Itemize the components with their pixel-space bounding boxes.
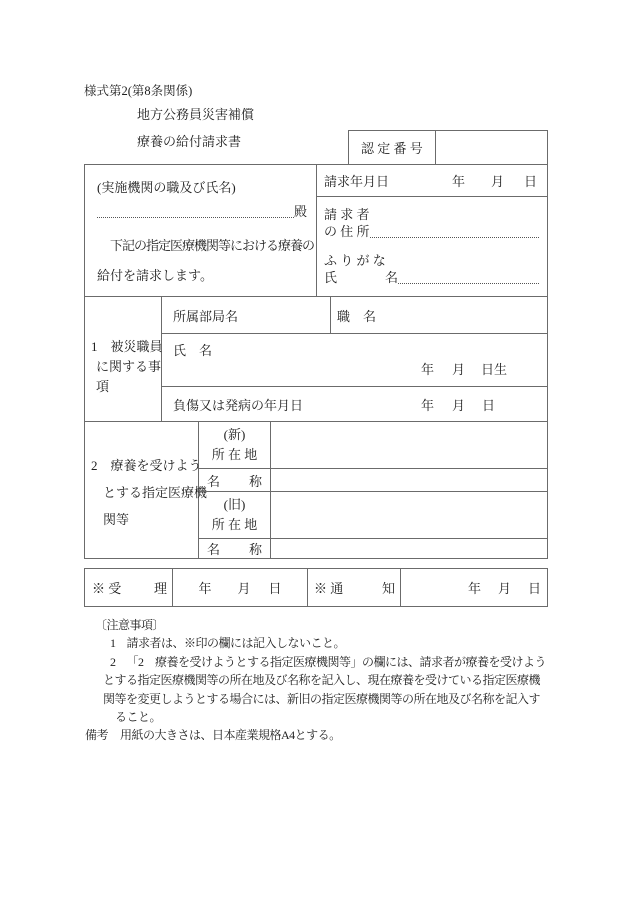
section1-label-line3: 項 xyxy=(96,379,110,394)
year-label: 年 xyxy=(467,581,481,596)
day-label: 日 xyxy=(268,581,282,596)
remark-text: 用紙の大きさは、日本産業規格A4とする。 xyxy=(120,728,341,743)
note-item-2-number: 2 xyxy=(110,654,116,669)
notice-date-cell xyxy=(401,569,547,606)
month-label: 月 xyxy=(451,362,465,377)
month-label: 月 xyxy=(490,174,504,189)
request-date-ymd xyxy=(452,171,537,190)
notice-label-left: ※ 通 xyxy=(314,581,344,596)
month-label: 月 xyxy=(451,397,465,413)
certification-number-label: 認 定 番 号 xyxy=(349,131,436,164)
claimant-address-dotted-line xyxy=(370,228,539,238)
position-cell: 職 名 xyxy=(337,308,377,324)
note-item-2-text-line3: 関等を変更しようとする場合には、新旧の指定医療機関等の所在地及び名称を記入す xyxy=(103,691,541,706)
note-item-2-text-line2: とする指定医療機関等の所在地及び名称を記入し、現在療養を受けている指定医療機 xyxy=(103,673,541,688)
section2-label-line3: 関等 xyxy=(103,512,130,527)
new-address-label-cell xyxy=(199,422,270,469)
claim-table xyxy=(84,164,548,559)
section1-fields xyxy=(162,297,547,421)
old-address-label-cell xyxy=(199,492,270,539)
section2-label-line2: とする指定医療機 xyxy=(103,485,208,500)
agency-name-line xyxy=(97,201,307,220)
section1-label-line1: 1 被災職員 xyxy=(91,339,163,354)
note-item-1-text: 請求者は、※印の欄には記入しないこと。 xyxy=(126,636,346,651)
old-name-value-cell xyxy=(271,539,547,558)
address-label: 所 在 地 xyxy=(211,447,258,462)
year-label: 年 xyxy=(420,397,434,413)
request-date-label: 請求年月日 xyxy=(324,174,390,189)
old-name-label-cell xyxy=(199,539,270,558)
request-body-line2: 給付を請求します。 xyxy=(97,268,213,283)
new-address-value-cell xyxy=(271,422,547,469)
remark-line xyxy=(85,726,562,744)
form-title-line1: 地方公務員災害補償 xyxy=(137,107,255,122)
day-label: 日 xyxy=(527,581,541,596)
furigana-label: ふ り が な xyxy=(324,253,386,268)
new-name-value-cell xyxy=(271,469,547,492)
medical-institution-section xyxy=(85,422,547,558)
request-section xyxy=(85,165,547,297)
name-label-last: 称 xyxy=(248,473,262,489)
section1-label xyxy=(85,297,162,421)
name-label-last: 称 xyxy=(248,542,262,557)
injury-date-label: 負傷又は発病の年月日 xyxy=(173,397,304,413)
certification-number-box xyxy=(348,130,548,165)
section1-label-line2: に関する事 xyxy=(96,359,162,374)
note-item-2-text-line4: ること。 xyxy=(115,710,162,725)
employee-name-label: 氏 名 xyxy=(173,343,213,358)
year-label: 年 xyxy=(420,362,434,377)
receipt-date-cell xyxy=(173,569,308,606)
notes-section xyxy=(84,616,562,745)
year-label: 年 xyxy=(198,581,212,596)
month-label: 月 xyxy=(237,581,251,596)
name-label-first: 名 xyxy=(207,473,221,489)
receipt-label-cell xyxy=(85,569,173,606)
certification-number-value xyxy=(436,131,547,164)
department-position-row xyxy=(162,297,547,334)
request-right-column xyxy=(317,165,547,296)
agency-cell xyxy=(85,165,317,296)
claimant-name-dotted-line xyxy=(398,274,539,284)
claimant-address-line xyxy=(324,226,539,240)
birth-date-ymd xyxy=(421,359,507,378)
year-label: 年 xyxy=(451,174,465,189)
claimant-label-line2: の 住 所 xyxy=(324,224,370,239)
request-date-row xyxy=(317,165,547,197)
old-address-value-cell xyxy=(271,492,547,539)
claimant-label-line1: 請 求 者 xyxy=(324,207,370,222)
receipt-label-left: ※ 受 xyxy=(92,581,122,596)
agency-name-dotted-line xyxy=(97,208,294,218)
new-tag: (新) xyxy=(223,427,246,442)
day-birth-label: 日生 xyxy=(480,362,507,377)
injured-employee-section xyxy=(85,297,547,422)
claimant-name-line xyxy=(324,272,539,286)
section2-label-line1: 2 療養を受けよう xyxy=(91,458,202,473)
note-item-2 xyxy=(110,653,562,671)
address-label: 所 在 地 xyxy=(211,517,258,532)
request-body-line1: 下記の指定医療機関等における療養の xyxy=(110,238,315,253)
section2-values xyxy=(271,422,547,558)
notes-heading: 〔注意事項〕 xyxy=(95,618,165,632)
day-label: 日 xyxy=(481,397,495,413)
section2-sublabels xyxy=(199,422,271,558)
note-item-2-text-line1: 「2 療養を受けようとする指定医療機関等」の欄には、請求者が療養を受けよう xyxy=(126,654,547,669)
form-number: 様式第2(第8条関係) xyxy=(84,84,193,98)
injury-date-cell xyxy=(162,387,547,421)
section2-label xyxy=(85,422,208,558)
claimant-name-label-last: 名 xyxy=(385,270,399,285)
old-tag: (旧) xyxy=(223,497,246,512)
day-label: 日 xyxy=(523,174,537,189)
name-label-first: 名 xyxy=(207,542,221,557)
remark-label: 備考 xyxy=(85,728,109,743)
month-label: 月 xyxy=(497,581,511,596)
dono-label: 殿 xyxy=(293,204,307,219)
claimant-cell xyxy=(317,197,547,296)
office-use-row xyxy=(84,568,548,607)
employee-name-cell xyxy=(162,334,547,387)
note-item-1 xyxy=(110,634,562,652)
receipt-label-right: 理 xyxy=(153,581,167,596)
department-cell: 所属部局名 xyxy=(162,297,331,333)
form-title-line2: 療養の給付請求書 xyxy=(137,134,242,149)
agency-label: (実施機関の職及び氏名) xyxy=(97,180,236,195)
injury-date-ymd xyxy=(421,395,495,414)
claimant-name-label-first: 氏 xyxy=(324,270,338,285)
new-name-label-cell xyxy=(199,469,270,492)
note-item-1-number: 1 xyxy=(110,636,116,651)
notice-label-cell xyxy=(308,569,401,606)
notice-label-right: 知 xyxy=(381,581,395,596)
